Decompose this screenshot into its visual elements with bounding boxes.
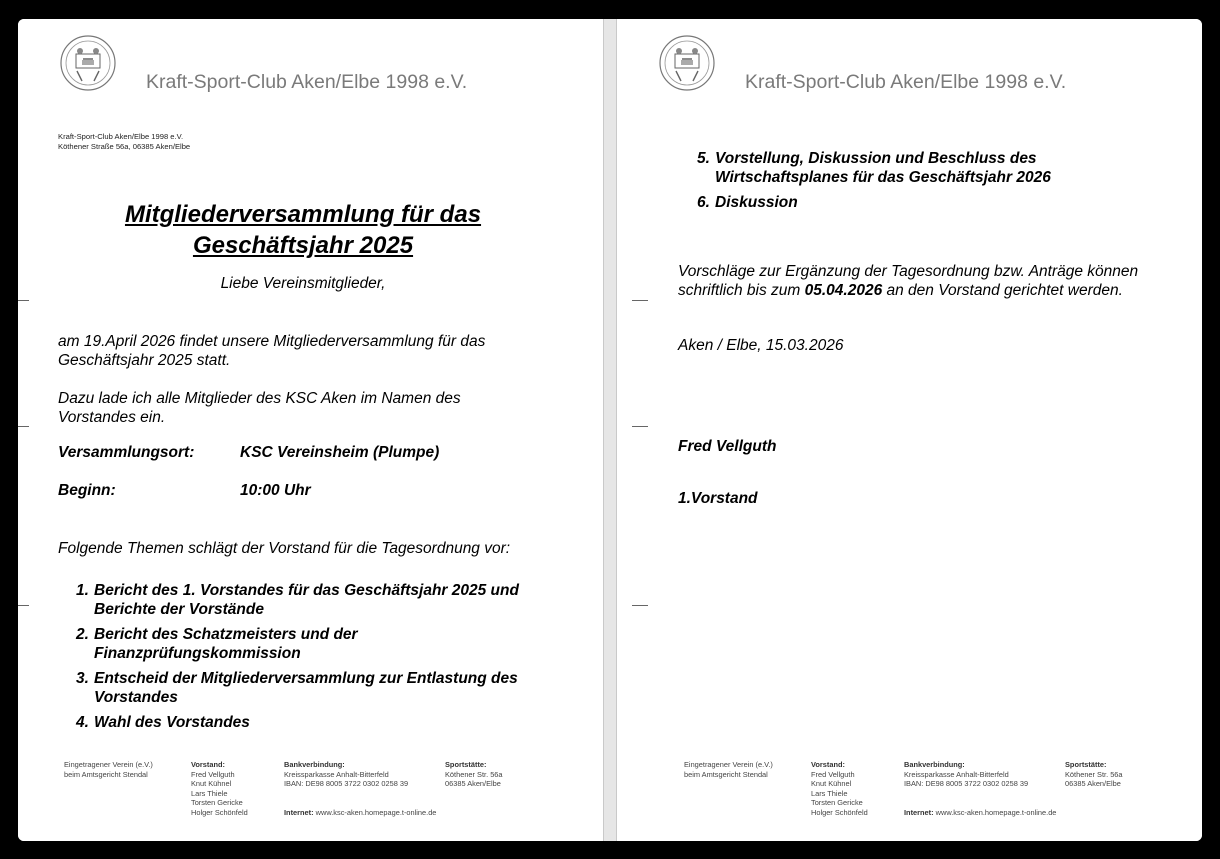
title-line: Mitgliederversammlung für das (124, 201, 482, 228)
footer-heading: Sportstätte: (445, 760, 487, 769)
agenda-item (76, 669, 519, 707)
footer-heading: Bankverbindung: (904, 760, 965, 769)
footer-text: www.ksc-aken.homepage.t-online.de (315, 807, 437, 817)
footer-registry (684, 760, 773, 779)
footer-heading: Vorstand: (811, 760, 845, 769)
footer-registry (64, 760, 153, 779)
footer-text: Lars Thiele (811, 788, 848, 798)
page-2 (617, 19, 1202, 841)
agenda-item (76, 625, 519, 663)
footer-text: Torsten Gericke (191, 798, 243, 808)
footer-venue (1065, 760, 1123, 789)
fold-mark (18, 300, 29, 301)
footer-board (191, 760, 248, 818)
agenda-number: 2. (76, 626, 89, 643)
fold-mark (18, 605, 29, 606)
agenda-list (76, 581, 519, 738)
agenda-number: 6. (697, 194, 710, 211)
agenda-list-continued (697, 149, 1051, 218)
footer-text: 06385 Aken/Elbe (445, 779, 501, 789)
sender-line: Kraft-Sport-Club Aken/Elbe 1998 e.V. (58, 132, 184, 141)
club-title: Kraft-Sport-Club Aken/Elbe 1998 e.V. (146, 71, 468, 93)
footer-heading: Vorstand: (191, 760, 225, 769)
footer-heading: Internet: (904, 807, 934, 817)
footer-text: Knut Kühnel (191, 779, 232, 789)
footer-text: Eingetragener Verein (e.V.) (64, 760, 153, 769)
title-line: Geschäftsjahr 2025 (192, 232, 414, 259)
proposals-paragraph (678, 262, 1138, 300)
venue-row (58, 444, 439, 462)
footer-text: Knut Kühnel (811, 779, 852, 789)
footer-bank (284, 760, 436, 817)
deadline-date: 05.04.2026 (804, 282, 883, 299)
footer-text: beim Amtsgericht Stendal (684, 769, 768, 779)
start-row (58, 482, 311, 500)
place-date: Aken / Elbe, 15.03.2026 (678, 337, 844, 354)
footer-text: 06385 Aken/Elbe (1065, 779, 1121, 789)
invitation-paragraph-2 (58, 389, 461, 427)
text-line: Vorstandes ein. (58, 409, 166, 426)
sender-address (58, 132, 190, 152)
footer-text: Lars Thiele (191, 788, 228, 798)
fold-mark (632, 426, 648, 427)
footer-board (811, 760, 868, 818)
agenda-item (76, 713, 519, 732)
club-title: Kraft-Sport-Club Aken/Elbe 1998 e.V. (745, 71, 1067, 93)
agenda-item (697, 149, 1051, 187)
agenda-text: Diskussion (715, 194, 798, 211)
footer-text: www.ksc-aken.homepage.t-online.de (935, 807, 1057, 817)
signer-role: 1.Vorstand (678, 490, 758, 507)
text-line: Vorschläge zur Ergänzung der Tagesordnung bzw. Anträge können (678, 263, 1139, 280)
club-emblem-icon (57, 35, 119, 91)
signer-name: Fred Vellguth (678, 438, 777, 455)
footer-text: Holger Schönfeld (191, 807, 248, 817)
footer-text: Torsten Gericke (811, 798, 863, 808)
agenda-text: Vorstandes (94, 689, 178, 706)
venue-label: Versammlungsort: (58, 444, 195, 461)
footer-text: Holger Schönfeld (811, 807, 868, 817)
footer-text: Kreissparkasse Anhalt-Bitterfeld (284, 769, 389, 779)
letter-footer (64, 760, 584, 820)
invitation-paragraph (58, 332, 485, 370)
document-viewer (18, 19, 1202, 841)
footer-text: IBAN: DE98 8005 3722 0302 0258 39 (284, 779, 409, 789)
footer-internet (904, 808, 1056, 818)
footer-text: Kreissparkasse Anhalt-Bitterfeld (904, 769, 1009, 779)
footer-heading: Sportstätte: (1065, 760, 1107, 769)
agenda-number: 1. (76, 582, 89, 599)
club-emblem-icon (656, 35, 718, 91)
agenda-number: 3. (76, 670, 89, 687)
agenda-text: Wirtschaftsplanes für das Geschäftsjahr 2026 (715, 169, 1051, 186)
fold-mark (632, 300, 648, 301)
footer-text: IBAN: DE98 8005 3722 0302 0258 39 (904, 779, 1029, 789)
text-line: am 19.April 2026 findet unsere Mitgliederversammlung für das (58, 333, 486, 350)
agenda-text: Finanzprüfungskommission (94, 645, 301, 662)
agenda-item (76, 581, 519, 619)
footer-text: Köthener Str. 56a (1065, 769, 1123, 779)
footer-text: beim Amtsgericht Stendal (64, 769, 148, 779)
agenda-item (697, 193, 1051, 212)
fold-mark (632, 605, 648, 606)
venue-value: KSC Vereinsheim (Plumpe) (240, 444, 440, 461)
footer-internet (284, 808, 436, 818)
footer-bank (904, 760, 1056, 817)
agenda-text: Berichte der Vorstände (94, 601, 264, 618)
footer-text: Fred Vellguth (811, 769, 855, 779)
letter-title (58, 199, 548, 261)
agenda-text: Entscheid der Mitgliederversammlung zur Entlastung des (94, 670, 518, 687)
start-label: Beginn: (58, 482, 116, 499)
agenda-text: Bericht des Schatzmeisters und der (94, 626, 358, 643)
footer-text: Eingetragener Verein (e.V.) (684, 760, 773, 769)
footer-heading: Internet: (284, 807, 314, 817)
sender-line: Köthener Straße 56a, 06385 Aken/Elbe (58, 142, 191, 151)
text-line (678, 281, 1138, 300)
footer-text: Köthener Str. 56a (445, 769, 503, 779)
footer-venue (445, 760, 503, 789)
greeting: Liebe Vereinsmitglieder, (220, 275, 386, 292)
agenda-number: 4. (76, 714, 89, 731)
letter-footer (663, 760, 1183, 820)
footer-heading: Bankverbindung: (284, 760, 345, 769)
text-fragment: an den Vorstand gerichtet werden. (882, 282, 1123, 299)
fold-mark (18, 426, 29, 427)
start-value: 10:00 Uhr (240, 482, 311, 499)
agenda-text: Vorstellung, Diskussion und Beschluss des (715, 150, 1037, 167)
text-line: Dazu lade ich alle Mitglieder des KSC Aken im Namen des (58, 390, 461, 407)
agenda-text: Bericht des 1. Vorstandes für das Geschäftsjahr 2025 und (94, 582, 519, 599)
agenda-text: Wahl des Vorstandes (94, 714, 250, 731)
footer-text: Fred Vellguth (191, 769, 235, 779)
agenda-number: 5. (697, 150, 710, 167)
text-line: Geschäftsjahr 2025 statt. (58, 352, 231, 369)
page-1 (18, 19, 603, 841)
agenda-intro: Folgende Themen schlägt der Vorstand für die Tagesordnung vor: (58, 540, 511, 557)
page-gutter (603, 19, 617, 841)
text-fragment: schriftlich bis zum (678, 282, 805, 299)
